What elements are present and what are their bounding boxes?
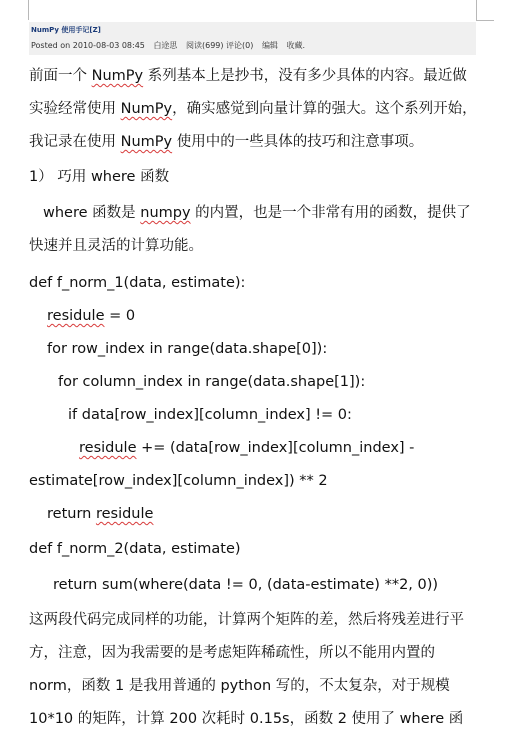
code-line: def f_norm_1(data, estimate):: [29, 275, 246, 291]
code-line: for row_index in range(data.shape[0]):: [47, 341, 328, 357]
code-line: estimate[row_index][column_index]) ** 2: [29, 473, 328, 489]
post-meta: [31, 40, 305, 51]
crop-mark: [28, 0, 29, 20]
post-body: [29, 60, 479, 736]
code-line: residule += (data[row_index][column_index] -: [79, 440, 415, 456]
paragraph-line: 前面一个 NumPy 系列基本上是抄书，没有多少具体的内容。最近做: [29, 68, 467, 84]
collect-link[interactable]: 收藏: [286, 41, 303, 50]
post-header: [29, 22, 476, 55]
edit-link[interactable]: 编辑: [261, 41, 278, 50]
spell-flag-word: NumPy: [91, 68, 144, 84]
post-title[interactable]: NumPy 使用手记[Z]: [31, 26, 101, 34]
crop-mark: [476, 20, 494, 21]
paragraph-line: norm，函数 1 是我用普通的 python 写的，不太复杂，对于规模: [29, 678, 450, 694]
spell-flag-word: residule: [47, 308, 105, 324]
code-line: residule = 0: [47, 308, 136, 324]
meta-dot: .: [302, 41, 306, 50]
author-link[interactable]: 白途思: [153, 41, 178, 50]
paragraph-line: 方，注意，因为我需要的是考虑矩阵稀疏性，所以不能用内置的: [29, 645, 435, 661]
crop-mark: [476, 0, 477, 20]
paragraph-line: 10*10 的矩阵，计算 200 次耗时 0.15s，函数 2 使用了 where 函: [29, 711, 464, 727]
post-date: Posted on 2010-08-03 08:45: [31, 41, 145, 50]
section-heading: 1） 巧用 where 函数: [29, 169, 170, 185]
spell-flag-word: numpy: [140, 205, 191, 221]
code-line: if data[row_index][column_index] != 0:: [68, 407, 352, 423]
paragraph-line: 快速并且灵活的计算功能。: [29, 238, 203, 254]
spell-flag-word: residule: [79, 440, 137, 456]
spell-flag-word: NumPy: [120, 101, 173, 117]
paragraph-line: 这两段代码完成同样的功能，计算两个矩阵的差，然后将残差进行平: [29, 612, 464, 628]
paragraph-line: 我记录在使用 NumPy 使用中的一些具体的技巧和注意事项。: [29, 134, 424, 150]
read-count: 阅读(699): [185, 41, 224, 50]
paragraph-line: where 函数是 numpy 的内置，也是一个非常有用的函数，提供了: [43, 205, 471, 221]
spell-flag-word: NumPy: [120, 134, 173, 150]
code-line: return sum(where(data != 0, (data-estimate) **2, 0)): [53, 577, 439, 593]
paragraph-line: 实验经常使用 NumPy，确实感觉到向量计算的强大。这个系列开始，: [29, 101, 477, 117]
code-line: return residule: [47, 506, 154, 522]
code-line: def f_norm_2(data, estimate): [29, 541, 241, 557]
spell-flag-word: residule: [95, 506, 154, 522]
comments-link[interactable]: 评论(0): [226, 41, 254, 50]
code-line: for column_index in range(data.shape[1]):: [58, 374, 366, 390]
